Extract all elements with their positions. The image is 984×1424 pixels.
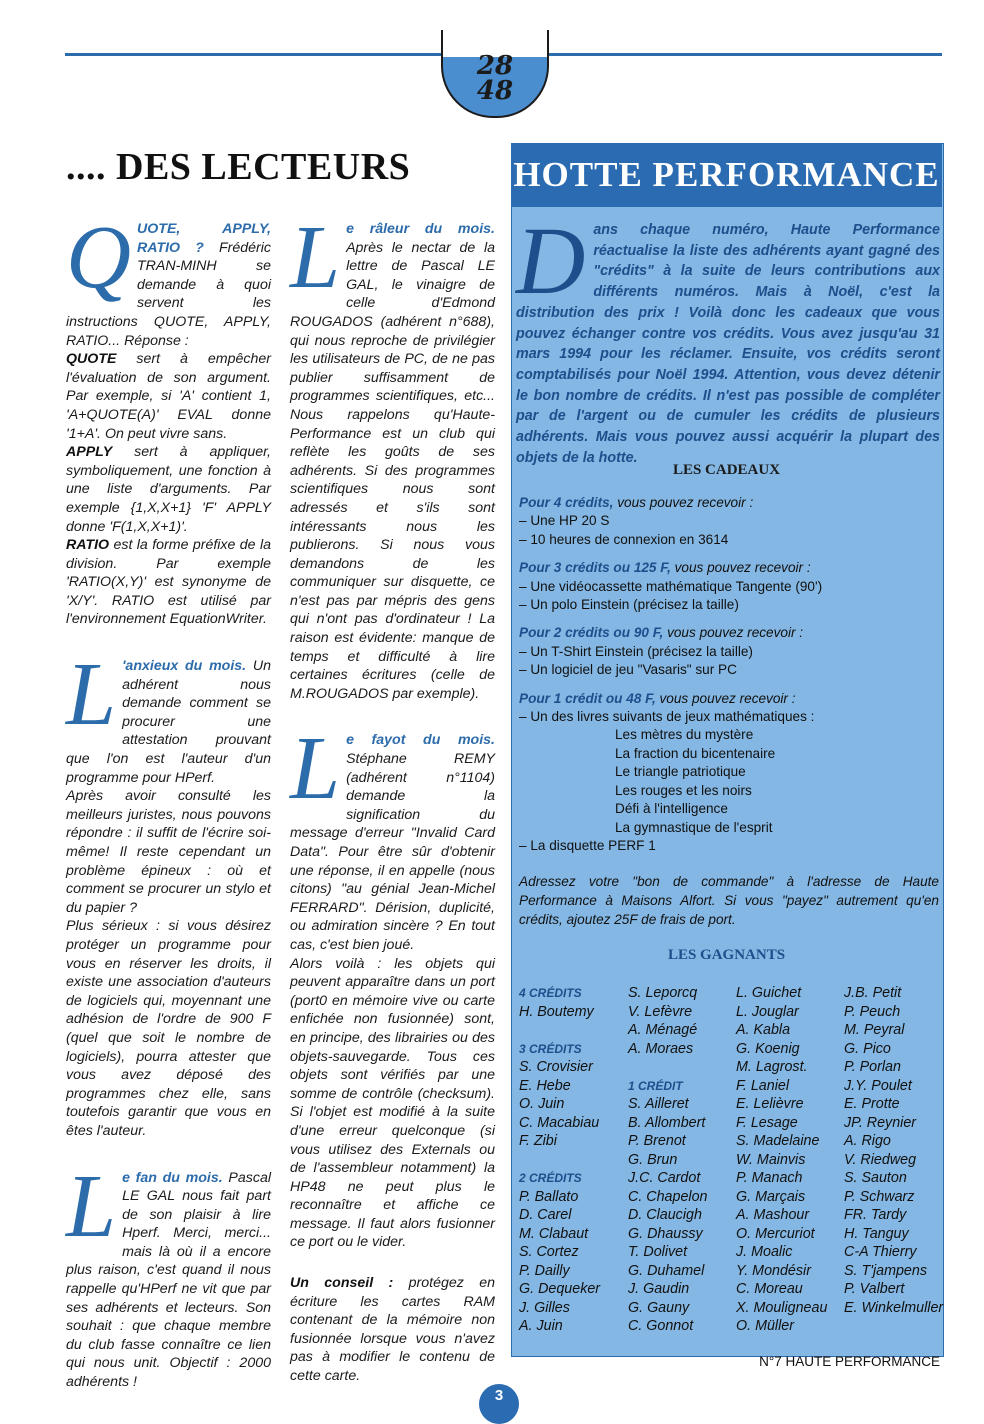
winner-name: C. Chapelon	[628, 1188, 708, 1205]
winner-name: C-A Thierry	[844, 1244, 917, 1260]
winners-column-2	[628, 984, 707, 1336]
badge-number-top: 28	[476, 51, 514, 81]
winners-column-3	[736, 984, 827, 1336]
winner-name: O. Mercuriot	[736, 1225, 815, 1242]
winner-name: S. Leporcq	[628, 985, 698, 1001]
dropcap: L	[66, 645, 117, 745]
gift-item: – La disquette PERF 1	[519, 837, 656, 853]
gift-item: – Une vidéocassette mathématique Tangente (90')	[519, 578, 823, 594]
winner-name: J.B. Petit	[844, 985, 902, 1001]
fan-section: Le fan du mois. Pascal LE GAL nous fait part de son plaisir à lire Hperf. Merci, merci... mais là où il a encore plus raison, c'est quand il nous rappelle qu'HPerf ne vit que par ses adhérents et lecteurs. Son souhait : que chaque membre du club fasse connaître ce lien qui nous unit. Objectif : 2000 adhérents !	[66, 1156, 271, 1391]
winner-name: A. Juin	[519, 1318, 563, 1334]
winner-name: W. Mainvis	[736, 1151, 806, 1168]
winner-name: B. Allombert	[628, 1114, 706, 1131]
winner-name: S. Madelaine	[736, 1133, 820, 1149]
winner-name: J.C. Cardot	[628, 1170, 701, 1186]
gift-item: – Une HP 20 S	[519, 513, 610, 529]
winner-name: E. Protte	[844, 1096, 900, 1112]
winner-name: C. Moreau	[736, 1281, 803, 1297]
tier-2-credits: Pour 2 crédits ou 90 F, vous pouvez recevoir :	[519, 625, 804, 641]
dropcap: L	[290, 208, 341, 307]
winner-name: P. Schwarz	[844, 1188, 915, 1205]
grumbler-section: Le râleur du mois. Après le nectar de la lettre de Pascal LE GAL, le vinaigre de celle d'Edmond ROUGADOS (adhérent n°688), qui nous reproche de privilégier les utilisateurs de PC, de ne pas publier suffisamment de programmes scientifiques, etc... Nous rappelons qu'Haute-Performance est un club qui reflète les goûts de ses adhérents. Si des programmes scientifiques nous sont adressés et s'ils sont intéressants nous les publierons. Si nous vous demandons de les communiquer sur disquette, ce n'est pas par mépris des gens qui n'ont pas d'ordinateur ! La raison est évidente: manque de temps et difficulté à lire certaines écritures (celle de M.ROUGADOS par exemple).	[290, 208, 495, 702]
winner-name: D. Carel	[519, 1207, 572, 1223]
winner-name: C. Macabiau	[519, 1114, 600, 1131]
winner-name: A. Rigo	[844, 1133, 891, 1149]
dropcap: D	[516, 207, 586, 314]
winner-name: P. Dailly	[519, 1262, 570, 1279]
spacer	[519, 1151, 600, 1170]
winner-name: H. Boutemy	[519, 1003, 594, 1020]
book-title: Défi à l'intelligence	[615, 801, 728, 817]
winner-name: Y. Mondésir	[736, 1262, 811, 1279]
gifts-heading: LES CADEAUX	[672, 462, 781, 478]
winner-name: L. Jouglar	[736, 1003, 799, 1020]
winner-name: E. Hebe	[519, 1077, 571, 1094]
winner-name: J. Moalic	[736, 1244, 793, 1260]
credit-group-label: 3 CRÉDITS	[519, 1041, 582, 1056]
winner-name: G. Gauny	[628, 1299, 690, 1316]
credit-group-label: 1 CRÉDIT	[628, 1078, 683, 1093]
winner-name: P. Manach	[736, 1170, 803, 1186]
tier-4-credits: Pour 4 crédits, vous pouvez recevoir :	[519, 495, 754, 510]
spacer	[628, 1058, 707, 1077]
winner-name: M. Clabaut	[519, 1225, 589, 1242]
winner-name: H. Tanguy	[844, 1225, 909, 1242]
credit-group-label: 4 CRÉDITS	[519, 986, 582, 1000]
winner-name: F. Zibi	[519, 1133, 557, 1149]
book-title: Le triangle patriotique	[615, 764, 746, 780]
winner-name: O. Juin	[519, 1096, 565, 1112]
dropcap: L	[66, 1156, 117, 1256]
tier-1-credit: Pour 1 crédit ou 48 F, vous pouvez recevoir :	[519, 690, 796, 706]
hotte-header	[511, 143, 942, 207]
winner-name: F. Lesage	[736, 1114, 798, 1131]
letters-column-1: QUOTE, APPLY, RATIO ? Frédéric TRAN-MINH se demande à quoi servent les instructions QUOTE, APPLY, RATIO... Réponse : QUOTE sert à empêcher l'évaluation de son argument. Par exemple, si 'A' contient 1, 'A+QUOTE(A)' EVAL donne '1+A'. On peut vivre sans. APPLY sert à appliquer, symboliquement, une fonction à une liste d'arguments. Par exemple {1,X,X+1} 'F' APPLY donne 'F(1,X,X+1)'. RATIO est la forme préfixe de la division. Par exemple 'RATIO(X,Y)' est synonyme de 'X/Y'. RATIO est utilisé par l'environnement EquationWriter. L 'anxieux du mois. Un adhérent nous demande comment se procurer une attestation prouvant que l'on est l'auteur d'un programme pour HPerf. Après avoir consulté les meilleurs juristes, nous pouvons répondre : il suffit de l'écrire soi-même! Il reste cependant un problème épineux : où et comment se procurer un stylo et du papier ? Plus sérieux : si vous désirez protéger un programme pour vous en réserver les droits, il existe une association d'auteurs de logiciels qui, moyennant une adhésion de l'ordre de 900 F (quel que soit le nombre de logiciels), pourra attester que vous avez déposé des programmes chez elle, sans toutefois garantir que vous en êtes l'auteur. Le fan du mois. Pascal LE GAL nous fait part de son plaisir à lire Hperf. Merci, merci... mais là où il a encore plus raison, c'est quand il nous rappelle qu'HPerf ne vit que par ses adhérents et lecteurs. Son souhait : que chaque membre du club fasse connaître ce lien qui nous unit. Objectif : 2000 adhérents !	[66, 208, 272, 1391]
winners-heading: LES GAGNANTS	[667, 947, 786, 963]
dropcap: Q	[66, 208, 131, 307]
order-instructions: Adressez votre "bon de commande" à l'adresse de Haute Performance à Maisons Alfort. Si vous "payez" autrement qu'en crédits, ajoutez 25F de frais de port.	[519, 874, 939, 927]
book-title: Les mètres du mystère	[615, 727, 754, 743]
winner-name: O. Müller	[736, 1318, 794, 1334]
winner-name: P. Ballato	[519, 1188, 579, 1205]
winner-name: S. Crovisier	[519, 1059, 593, 1075]
winner-name: A. Ménagé	[628, 1022, 698, 1038]
book-title: La fraction du bicentenaire	[615, 745, 776, 761]
tier-3-credits: Pour 3 crédits ou 125 F, vous pouvez recevoir :	[519, 560, 811, 576]
dropcap: L	[290, 719, 341, 819]
gift-item: – 10 heures de connexion en 3614	[519, 531, 729, 547]
winner-name: M. Lagrost.	[736, 1059, 808, 1075]
winner-name: S. Cortez	[519, 1244, 579, 1260]
winner-name: G. Pico	[844, 1040, 891, 1057]
winner-name: P. Brenot	[628, 1133, 686, 1149]
winner-name: P. Valbert	[844, 1281, 905, 1297]
winner-name: P. Porlan	[844, 1059, 901, 1075]
book-title: Les rouges et les noirs	[615, 782, 752, 798]
winner-name: S. Ailleret	[628, 1096, 689, 1112]
winner-name: V. Lefèvre	[628, 1003, 693, 1020]
winner-name: C. Gonnot	[628, 1318, 694, 1334]
winner-name: V. Riedweg	[844, 1151, 917, 1168]
winner-name: G. Marçais	[736, 1188, 806, 1205]
winner-name: FR. Tardy	[844, 1207, 907, 1223]
winner-name: F. Laniel	[736, 1077, 789, 1094]
winner-name: E. Lelièvre	[736, 1096, 804, 1112]
anxious-reader-section: L 'anxieux du mois. Un adhérent nous demande comment se procurer une attestation prouvant que l'on est l'auteur d'un programme pour HPerf.	[66, 645, 272, 786]
winner-name: T. Dolivet	[628, 1244, 688, 1260]
gift-item: – Un polo Einstein (précisez la taille)	[519, 597, 739, 613]
winner-name: M. Peyral	[844, 1022, 905, 1038]
credit-group-label: 2 CRÉDITS	[519, 1171, 582, 1185]
badge-number-bottom: 48	[476, 76, 514, 106]
winner-name: G. Brun	[628, 1151, 678, 1168]
winner-name: S. T'jampens	[844, 1262, 927, 1279]
winner-name: E. Winkelmuller	[844, 1299, 944, 1316]
winner-name: D. Claucigh	[628, 1207, 702, 1223]
winner-name: A. Moraes	[628, 1040, 694, 1057]
toady-section: Le fayot du mois. Stéphane REMY (adhérent n°1104) demande la signification du message d'erreur "Invalid Card Data". Pour être sûr d'obtenir une réponse, il en appelle (nous citons) "au génial Jean-Michel FERRARD". Dérision, duplicité, ou admiration sincère ? En tout cas, c'est bien joué.	[290, 719, 495, 953]
winner-name: G. Duhamel	[628, 1262, 705, 1279]
winner-name: J.Y. Poulet	[844, 1077, 912, 1094]
winner-name: JP. Reynier	[844, 1114, 917, 1131]
winner-name: A. Mashour	[736, 1207, 810, 1223]
section-title: .... DES LECTEURS	[66, 146, 411, 188]
page-number: 3	[479, 1384, 519, 1424]
winner-name: X. Mouligneau	[736, 1299, 828, 1316]
letters-column-2: Le râleur du mois. Après le nectar de la lettre de Pascal LE GAL, le vinaigre de celle d'Edmond ROUGADOS (adhérent n°688), qui nous reproche de privilégier les utilisateurs de PC, de ne pas publier suffisamment de programmes scientifiques, etc... Nous rappelons qu'Haute-Performance est un club qui reflète les goûts de ses adhérents. Si des programmes scientifiques nous sont adressés et s'ils sont intéressants nous les publierons. Si nous vous demandons de les communiquer sur disquette, ce n'est pas par mépris des gens qui n'ont pas d'ordinateur ! La raison est évidente: manque de temps et difficulté à lire certaines écritures (celle de M.ROUGADOS par exemple). Le fayot du mois. Stéphane REMY (adhérent n°1104) demande la signification du message d'erreur "Invalid Card Data". Pour être sûr d'obtenir une réponse, il en appelle (nous citons) "au génial Jean-Michel FERRARD". Dérision, duplicité, ou admiration sincère ? En tout cas, c'est bien joué. Alors voilà : les objets qui peuvent apparaître dans un port (port0 en mémoire vive ou carte enfichée non fusionnée) sont, en principe, des librairies ou des objets-sauvegarde. Tous ces objets sont vérifiés par une somme de contrôle (checksum). Si l'objet est modifié à la suite d'une erreur quelconque (si vous utilisez des Externals ou de l'assembleur notamment) la HP48 ne peut plus le reconnaître et affiche ce message. Il faut alors fusionner ce port ou le vider. Un conseil : protégez en écriture les cartes RAM contenant de la mémoire non fusionnée lorsque vous n'avez pas à modifier le contenu de cette carte.	[290, 208, 495, 1385]
gifts-list	[519, 494, 939, 855]
spacer	[519, 1021, 600, 1040]
issue-footer: N°7 HAUTE PERFORMANCE	[759, 1354, 940, 1369]
quote-apply-ratio-section: QUOTE, APPLY, RATIO ? Frédéric TRAN-MINH se demande à quoi servent les instructions QUOTE, APPLY, RATIO... Réponse :	[66, 208, 271, 349]
winner-name: A. Kabla	[736, 1022, 791, 1038]
winners-column-4	[844, 984, 943, 1317]
advice-section: Un conseil : protégez en écriture les cartes RAM contenant de la mémoire non fusionnée lorsque vous n'avez pas à modifier le contenu de cette carte.	[290, 1275, 495, 1385]
winner-name: L. Guichet	[736, 985, 802, 1001]
winner-name: P. Peuch	[844, 1003, 901, 1020]
winner-name: G. Koenig	[736, 1040, 800, 1057]
gift-item: – Un logiciel de jeu "Vasaris" sur PC	[519, 662, 737, 678]
winner-name: J. Gaudin	[628, 1281, 690, 1297]
hotte-title: HOTTE PERFORMANCE	[513, 155, 940, 194]
winners-column-1	[519, 984, 600, 1336]
gift-item: – Un T-Shirt Einstein (précisez la taille)	[519, 643, 753, 659]
winner-name: S. Sauton	[844, 1170, 907, 1186]
hotte-intro: Dans chaque numéro, Haute Performance réactualise la liste des adhérents ayant gagné des "crédits" à la suite de leurs contributions aux différents numéros. Mais à Noël, c'est la distribution des prix ! Voilà donc les cadeaux que vous pouvez échanger contre vos crédits. Vous avez jusqu'au 31 mars 1994 pour les réclamer. Ensuite, vos crédits seront comptabilisés pour Noël 1994. Attention, vous devez détenir le bon nombre de crédits. Il n'est pas possible de compléter par de l'argent ou de cumuler les crédits de plusieurs adhérents. Mais vous pouvez aussi acquérir la plupart des objets de la hotte.	[516, 207, 940, 466]
calculator-badge	[441, 30, 549, 118]
gift-item: – Un des livres suivants de jeux mathématiques :	[519, 709, 815, 725]
book-title: La gymnastique de l'esprit	[615, 819, 773, 835]
winner-name: J. Gilles	[519, 1299, 570, 1316]
winner-name: G. Dequeker	[519, 1281, 601, 1297]
winner-name: G. Dhaussy	[628, 1225, 703, 1242]
